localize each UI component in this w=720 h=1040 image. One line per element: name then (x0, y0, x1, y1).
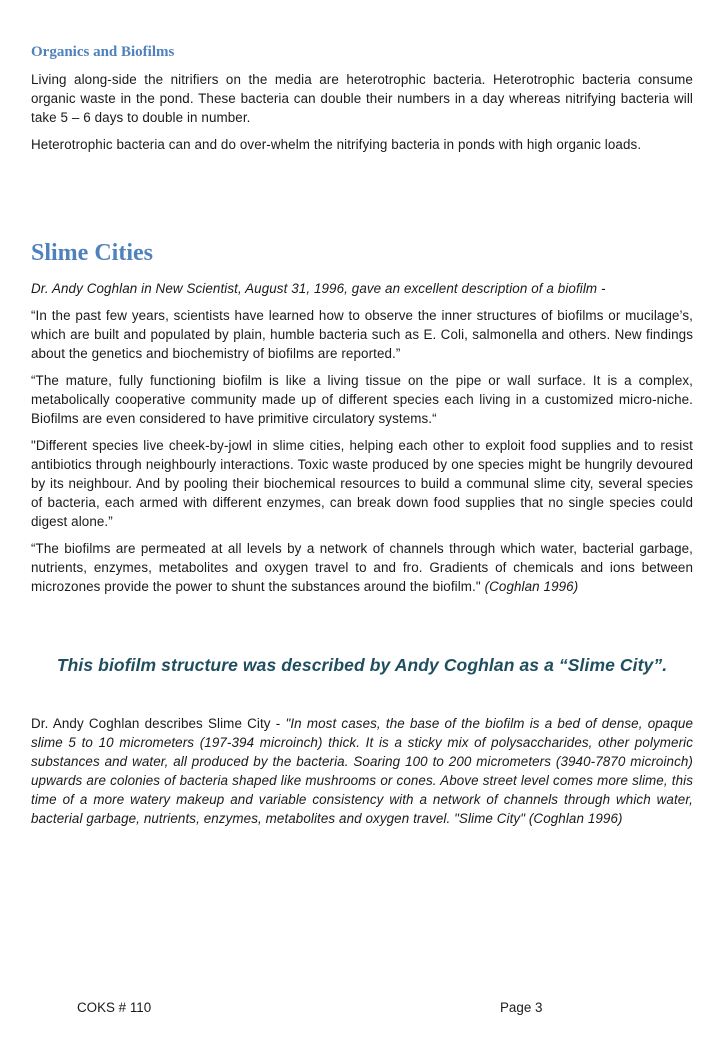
footer-page-number: Page 3 (500, 1000, 543, 1015)
quote-4-citation: (Coghlan 1996) (484, 579, 579, 594)
slime-city-quote: "In most cases, the base of the biofilm is a bed of dense, opaque slime 5 to 10 micrometers (197-394 microinch) thick. It is a sticky mix of polysaccharides, other polymeric substances and water, all produced by the bacteria. Soaring 100 to 200 micrometers (3940-7870 microinch) upwards are colonies of bacteria shaped like mushrooms or cones. Above street level comes more slime, this time of a more watery makeup and variable consistency with a network of channels through which water, bacterial garbage, nutrients, enzymes, metabolites and oxygen travel. "Slime City" (Coghlan 1996) (31, 716, 693, 826)
heading-slime-cities: Slime Cities (31, 240, 153, 266)
callout-slime-city: This biofilm structure was described by Andy Coghlan as a “Slime City”. (56, 655, 668, 675)
paragraph-quote-1: “In the past few years, scientists have learned how to observe the inner structures of biofilms or mucilage’s, which are built and populated by plain, humble bacteria such as E. Coli, salmonella and others. New findings about the genetics and biochemistry of biofilms are reported.” (31, 308, 693, 361)
paragraph-heterotrophic-overwhelm: Heterotrophic bacteria can and do over-whelm the nitrifying bacteria in ponds with high organic loads. (31, 137, 642, 152)
paragraph-coghlan-intro: Dr. Andy Coghlan in New Scientist, August 31, 1996, gave an excellent description of a biofilm - (31, 281, 606, 296)
paragraph-quote-4 (31, 539, 693, 596)
heading-organics-biofilms: Organics and Biofilms (31, 44, 175, 60)
slime-city-lead: Dr. Andy Coghlan describes Slime City - (31, 716, 286, 731)
section-slime-cities (31, 279, 693, 596)
quote-4-text: “The biofilms are permeated at all levels by a network of channels through which water, bacterial garbage, nutrients, enzymes, metabolites and oxygen travel to and fro. Gradients of chemicals and ions between microzones provide the power to shunt the substances around the biofilm." (31, 541, 693, 594)
paragraph-heterotrophic-intro: Living along-side the nitrifiers on the media are heterotrophic bacteria. Heterotrophic bacteria consume organic waste in the pond. These bacteria can double their numbers in a day whereas nitrifying bacteria will take 5 – 6 days to double in number. (31, 72, 693, 125)
paragraph-slime-city (31, 714, 693, 828)
footer-issue: COKS # 110 (77, 1000, 152, 1015)
section-organics (31, 70, 693, 154)
paragraph-quote-3: "Different species live cheek-by-jowl in slime cities, helping each other to exploit food supplies and to resist antibiotics through neighbourly interactions. Toxic waste produced by one species might be hungrily devoured by its neighbour. And by pooling their biochemical resources to build a communal slime city, several species of bacteria, each armed with different enzymes, can break down food supplies that no single species could digest alone.” (31, 438, 693, 529)
paragraph-quote-2: “The mature, fully functioning biofilm is like a living tissue on the pipe or wall surface. It is a complex, metabolically cooperative community made up of different species each living in a customized micro-niche. Biofilms are even considered to have primitive circulatory systems.“ (31, 373, 693, 426)
section-slime-city-description (31, 714, 693, 828)
